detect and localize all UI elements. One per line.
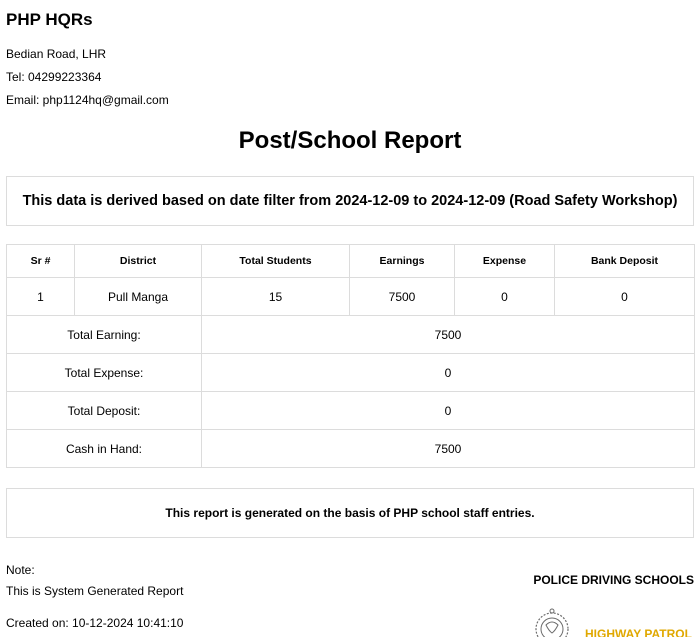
table-header-row xyxy=(7,245,695,278)
cell-sr: 1 xyxy=(7,278,75,316)
total-expense-value: 0 xyxy=(202,354,695,392)
total-earning-value: 7500 xyxy=(202,316,695,354)
logo-text: HIGHWAY PATROL xyxy=(585,627,692,637)
cell-bank-deposit: 0 xyxy=(555,278,695,316)
org-email: Email: php1124hq@gmail.com xyxy=(6,93,169,107)
total-deposit-label: Total Deposit: xyxy=(7,392,202,430)
emblem-icon xyxy=(528,603,580,637)
cell-expense: 0 xyxy=(455,278,555,316)
date-filter-box xyxy=(6,176,694,226)
column-header-district: District xyxy=(75,245,202,278)
org-name: PHP HQRs xyxy=(6,10,93,29)
footer-box xyxy=(6,488,694,538)
total-deposit-value: 0 xyxy=(202,392,695,430)
table-row xyxy=(7,278,695,316)
report-title: Post/School Report xyxy=(238,127,462,154)
column-header-total-students: Total Students xyxy=(202,245,350,278)
column-header-expense: Expense xyxy=(455,245,555,278)
total-earning-row xyxy=(7,316,695,354)
date-filter-text: This data is derived based on date filter from 2024-12-09 to 2024-12-09 (Road Safety Workshop) xyxy=(22,193,678,209)
note-line: This is System Generated Report xyxy=(6,584,184,598)
total-expense-label: Total Expense: xyxy=(7,354,202,392)
brand-name: POLICE DRIVING SCHOOLS xyxy=(533,573,694,587)
total-deposit-row xyxy=(7,392,695,430)
cash-in-hand-row xyxy=(7,430,695,468)
highway-patrol-logo xyxy=(528,603,700,637)
cell-earnings: 7500 xyxy=(350,278,455,316)
report-table xyxy=(6,244,695,468)
org-tel: Tel: 04299223364 xyxy=(6,70,102,84)
note-label: Note: xyxy=(6,563,35,577)
total-expense-row xyxy=(7,354,695,392)
cell-total-students: 15 xyxy=(202,278,350,316)
cash-in-hand-value: 7500 xyxy=(202,430,695,468)
cash-in-hand-label: Cash in Hand: xyxy=(7,430,202,468)
created-on: Created on: 10-12-2024 10:41:10 xyxy=(6,616,184,630)
footer-text: This report is generated on the basis of PHP school staff entries. xyxy=(165,506,535,520)
column-header-sr: Sr # xyxy=(7,245,75,278)
org-address: Bedian Road, LHR xyxy=(6,47,107,61)
column-header-bank-deposit: Bank Deposit xyxy=(555,245,695,278)
column-header-earnings: Earnings xyxy=(350,245,455,278)
cell-district: Pull Manga xyxy=(75,278,202,316)
total-earning-label: Total Earning: xyxy=(7,316,202,354)
